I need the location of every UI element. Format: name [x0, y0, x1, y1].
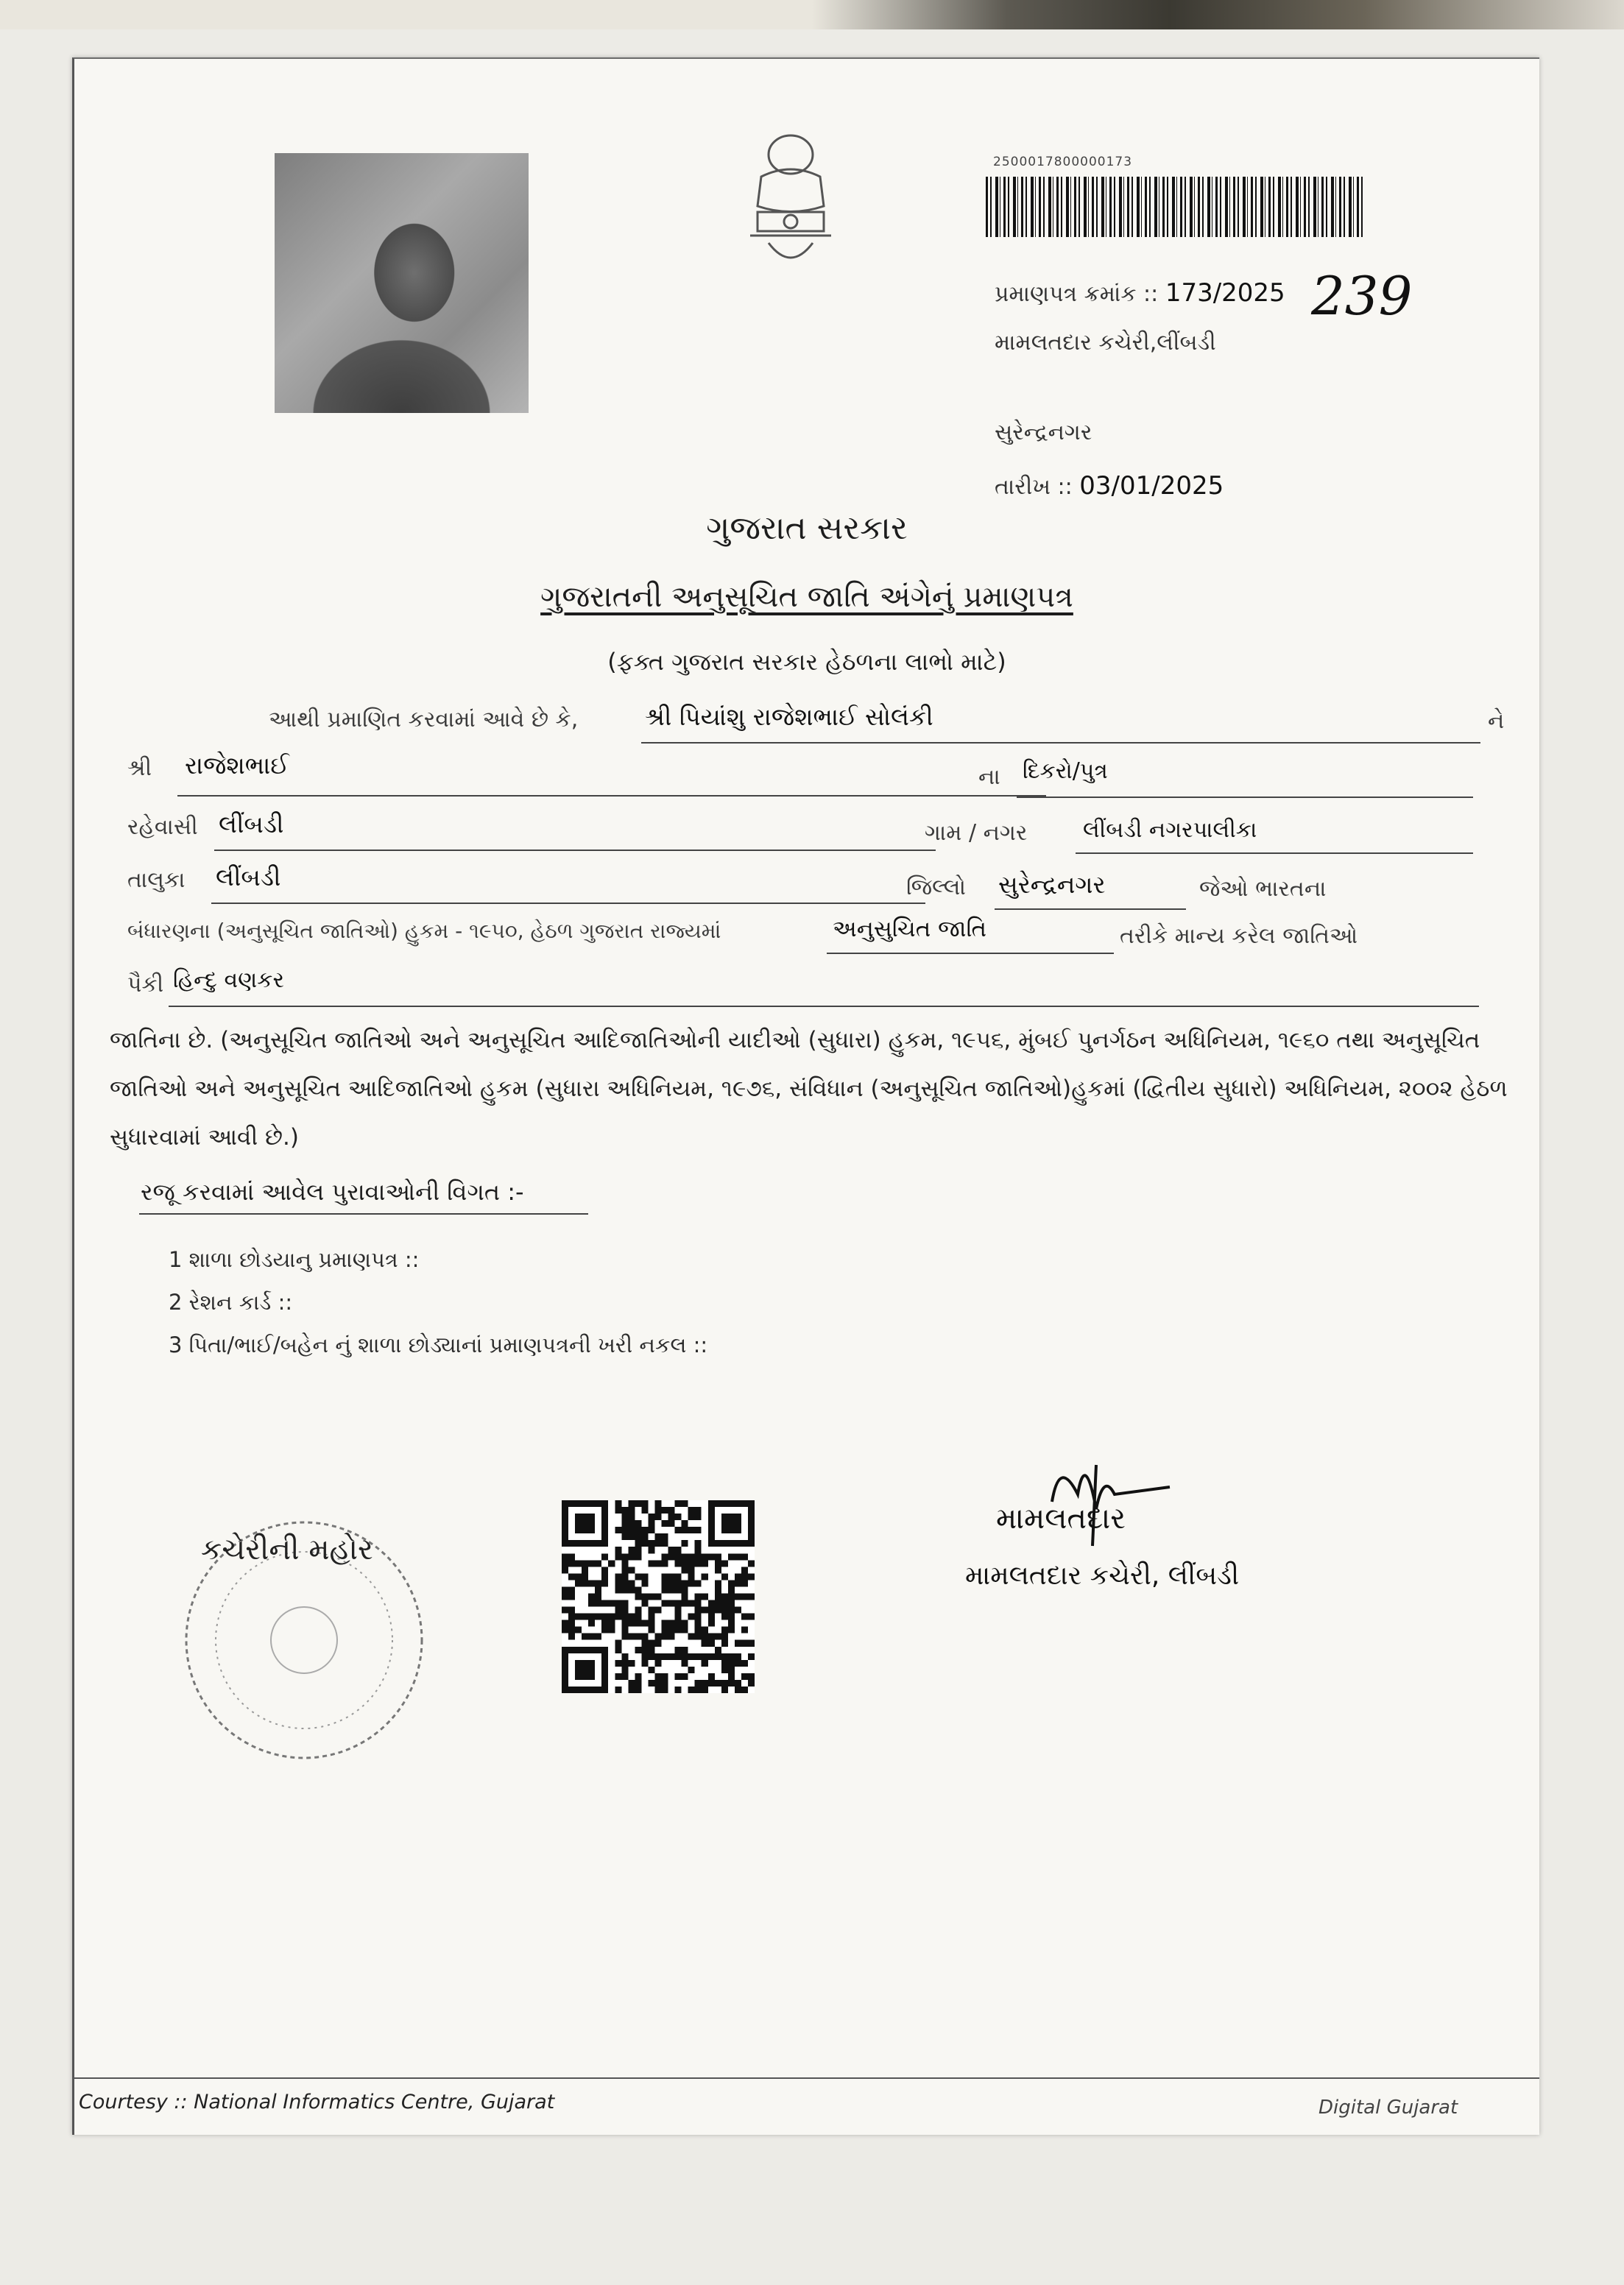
date-label: તારીખ :: — [995, 474, 1073, 500]
evidence-heading: રજૂ કરવામાં આવેલ પુરાવાઓની વિગત :- — [141, 1178, 524, 1206]
resident-underline — [214, 850, 936, 851]
relation-label: ના — [978, 764, 1000, 790]
taluka: લીંબડી — [216, 863, 281, 891]
village-underline — [1076, 852, 1473, 854]
qr-code — [562, 1500, 755, 1693]
name-suffix: ને — [1488, 708, 1505, 734]
resident-label: રહેવાસી — [127, 814, 198, 840]
taluka-underline — [211, 903, 925, 904]
handwritten-number: 239 — [1311, 265, 1413, 327]
certificate-title: ગુજરાતની અનુસૂચિત જાતિ અંગેનું પ્રમાણપત્ર — [540, 580, 1073, 614]
intro-label: આથી પ્રમાણિત કરવામાં આવે છે કે, — [269, 707, 579, 732]
name-underline — [641, 742, 1480, 744]
government-title: ગુજરાત સરકાર — [706, 509, 908, 547]
taluka-label: તાલુકા — [127, 867, 186, 893]
village-label: ગામ / નગર — [925, 820, 1028, 846]
legal-paragraph: જાતિના છે. (અનુસૂચિત જાતિઓ અને અનુસૂચિત આદિજાતિઓની યાદીઓ (સુધારા) હુકમ, ૧૯૫૬, મુંબઈ પુનર્ગઠન અધિનિયમ, ૧૯૬૦ તથા અનુસૂચિત જાતિઓ અને અનુસૂચિત આદિજાતિઓ હુકમ (સુધારા અધિનિયમ, ૧૯૭૬, સંવિધાન (અનુસૂચિત જાતિઓ)હુકમાં (દ્વિતીય સુધારો) અધિનિયમ, ૨૦૦૨ હેઠળ સુધારવામાં આવી છે.) — [110, 1027, 1508, 1151]
courtesy-text: Courtesy :: National Informatics Centre, Gujarat — [79, 2091, 555, 2113]
evidence-item: 1 શાળા છોડયાનુ પ્રમાણપત્ર :: — [169, 1247, 420, 1272]
district-suffix: જેઓ ભારતના — [1199, 876, 1327, 902]
caste-label: પૈકી — [127, 972, 164, 997]
relation: દિકરો/પુત્ર — [1023, 758, 1108, 784]
header-district: સુરેન્દ્રનગર — [995, 420, 1092, 445]
evidence-item: 2 રેશન કાર્ડ :: — [169, 1290, 293, 1315]
category-underline — [827, 953, 1114, 954]
national-emblem-icon — [728, 125, 853, 280]
evidence-underline — [139, 1213, 588, 1215]
district: સુરેન્દ્રનગર — [998, 870, 1106, 899]
barcode-number: 2500017800000173 — [993, 155, 1133, 169]
applicant-photo — [275, 153, 529, 413]
relation-underline — [1017, 797, 1473, 798]
district-label: જિલ્લો — [906, 875, 966, 900]
signatory-designation: મામલતદાર — [996, 1502, 1126, 1536]
recognized-text: તરીકે માન્ય કરેલ જાતિઓ — [1120, 923, 1358, 949]
background-strip — [0, 0, 1624, 29]
footer-divider — [74, 2077, 1539, 2079]
caste-underline — [169, 1006, 1479, 1007]
digital-gujarat-text: Digital Gujarat — [1318, 2097, 1458, 2119]
certificate-number-label: પ્રમાણપત્ર ક્રમાંક :: — [995, 281, 1159, 307]
father-underline — [177, 795, 1046, 797]
order-text: બંધારણના (અનુસૂચિત જાતિઓ) હુકમ - ૧૯૫૦, હેઠળ ગુજરાત રાજ્યમાં — [127, 919, 721, 943]
issuing-office: મામલતદાર કચેરી,લીંબડી — [995, 330, 1216, 356]
certificate-page — [72, 57, 1539, 2135]
barcode — [986, 177, 1363, 237]
certificate-number: 173/2025 — [1165, 278, 1285, 308]
caste-category: અનુસુચિત જાતિ — [833, 916, 986, 942]
father-name: રાજેશભાઈ — [185, 751, 289, 780]
signatory-office: મામલતદાર કચેરી, લીંબડી — [965, 1561, 1240, 1591]
district-underline — [995, 908, 1186, 910]
caste: હિન્દુ વણકર — [173, 967, 284, 993]
certificate-purpose: (ફક્ત ગુજરાત સરકાર હેઠળના લાભો માટે) — [607, 648, 1006, 676]
father-prefix: શ્રી — [127, 755, 152, 781]
resident: લીંબડી — [219, 810, 284, 838]
applicant-name: શ્રી પિયાંશુ રાજેશભાઈ સોલંકી — [645, 702, 933, 731]
issue-date: 03/01/2025 — [1079, 471, 1224, 501]
village: લીંબડી નગરપાલીકા — [1083, 817, 1257, 843]
evidence-item: 3 પિતા/ભાઈ/બહેન નું શાળા છોડ્યાનાં પ્રમાણપત્રની ખરી નકલ :: — [169, 1332, 708, 1357]
seal-text: કચેરીની મહોર — [201, 1533, 373, 1567]
